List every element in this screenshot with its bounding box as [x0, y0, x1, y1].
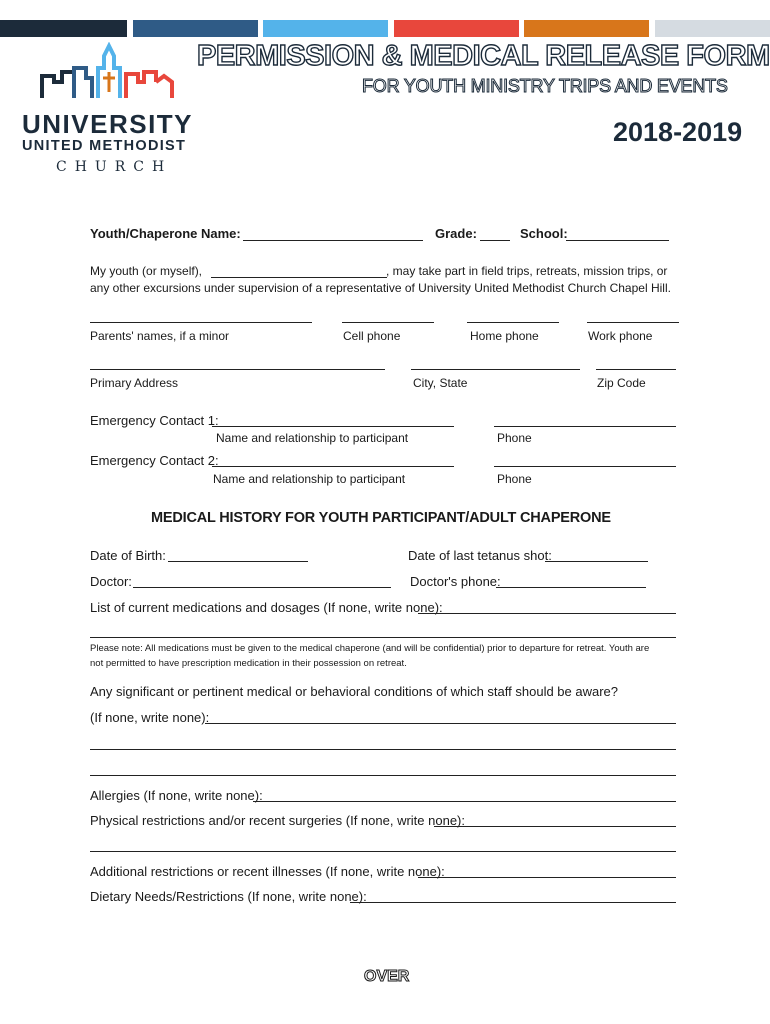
- grade-field[interactable]: [480, 240, 510, 241]
- dietary-field[interactable]: [350, 902, 676, 903]
- ec2-name-caption: Name and relationship to participant: [213, 472, 406, 486]
- additional-restrictions-label: Additional restrictions or recent illnesses (If none, write none):: [90, 864, 445, 879]
- conditions-field-line2[interactable]: [90, 749, 676, 750]
- ec2-phone-caption: Phone: [497, 472, 532, 486]
- color-bar-6: [655, 20, 770, 37]
- allergies-label: Allergies (If none, write none):: [90, 788, 263, 803]
- emergency-contact-1-label: Emergency Contact 1:: [90, 413, 219, 428]
- color-bar-5: [524, 20, 649, 37]
- church-skyline-logo-icon: [40, 42, 200, 104]
- ec1-phone-caption: Phone: [497, 431, 532, 445]
- conditions-field[interactable]: [205, 723, 676, 724]
- city-caption: City, State: [413, 376, 468, 390]
- permission-text-a: My youth (or myself),: [90, 264, 203, 278]
- permission-text-line2: any other excursions under supervision of a representative of University United Methodist Church Chapel Hill.: [90, 281, 671, 295]
- doctor-label: Doctor:: [90, 574, 132, 589]
- medication-note-line1: Please note: All medications must be given to the medical chaperone (and will be confidential) prior to departure for retreat. Youth are: [90, 643, 650, 654]
- logo-university: UNIVERSITY: [22, 109, 194, 139]
- medical-history-heading: MEDICAL HISTORY FOR YOUTH PARTICIPANT/ADULT CHAPERONE: [151, 510, 611, 526]
- emergency-contact-1-name-field[interactable]: [212, 426, 454, 427]
- conditions-if-none-label: (If none, write none):: [90, 710, 210, 725]
- physical-restrictions-field[interactable]: [434, 826, 676, 827]
- over-label: OVER: [364, 968, 410, 985]
- emergency-contact-2-phone-field[interactable]: [494, 466, 676, 467]
- emergency-contact-1-phone-field[interactable]: [494, 426, 676, 427]
- color-bar-4: [394, 20, 519, 37]
- name-label: Youth/Chaperone Name:: [90, 226, 241, 241]
- home-caption: Home phone: [470, 329, 539, 343]
- doctor-phone-field[interactable]: [496, 587, 646, 588]
- youth-name-field[interactable]: [211, 277, 387, 278]
- form-title: PERMISSION & MEDICAL RELEASE FORM: [197, 40, 770, 72]
- school-label: School:: [520, 226, 568, 241]
- zip-caption: Zip Code: [597, 376, 646, 390]
- home-field[interactable]: [467, 322, 559, 323]
- physical-restrictions-field-line2[interactable]: [90, 851, 676, 852]
- medications-field-line2[interactable]: [90, 637, 676, 638]
- color-bar-2: [133, 20, 258, 37]
- medications-field[interactable]: [418, 613, 676, 614]
- cell-caption: Cell phone: [343, 329, 401, 343]
- address-caption: Primary Address: [90, 376, 179, 390]
- physical-restrictions-label: Physical restrictions and/or recent surgeries (If none, write none):: [90, 813, 466, 828]
- parents-field[interactable]: [90, 322, 312, 323]
- zip-field[interactable]: [596, 369, 676, 370]
- name-field[interactable]: [243, 240, 423, 241]
- form-subtitle: FOR YOUTH MINISTRY TRIPS AND EVENTS: [362, 76, 728, 96]
- additional-restrictions-field[interactable]: [418, 877, 676, 878]
- city-field[interactable]: [411, 369, 580, 370]
- cell-field[interactable]: [342, 322, 434, 323]
- medications-label: List of current medications and dosages (If none, write none):: [90, 600, 443, 615]
- work-field[interactable]: [587, 322, 679, 323]
- doctor-phone-label: Doctor's phone:: [410, 574, 501, 589]
- doctor-field[interactable]: [133, 587, 391, 588]
- permission-text-b: , may take part in field trips, retreats, mission trips, or: [386, 264, 668, 278]
- logo-united-methodist: UNITED METHODIST: [22, 138, 187, 154]
- school-field[interactable]: [566, 240, 669, 241]
- form-year: 2018-2019: [613, 117, 743, 147]
- tetanus-label: Date of last tetanus shot:: [408, 548, 552, 563]
- conditions-field-line3[interactable]: [90, 775, 676, 776]
- parents-caption: Parents' names, if a minor: [90, 329, 230, 343]
- dietary-label: Dietary Needs/Restrictions (If none, write none):: [90, 889, 367, 904]
- tetanus-field[interactable]: [545, 561, 648, 562]
- conditions-question: Any significant or pertinent medical or behavioral conditions of which staff should be aware?: [90, 684, 619, 699]
- address-field[interactable]: [90, 369, 385, 370]
- allergies-field[interactable]: [253, 801, 676, 802]
- emergency-contact-2-name-field[interactable]: [212, 466, 454, 467]
- logo-church: CHURCH: [56, 159, 173, 175]
- work-caption: Work phone: [588, 329, 653, 343]
- dob-field[interactable]: [168, 561, 308, 562]
- color-bar-1: [0, 20, 127, 37]
- emergency-contact-2-label: Emergency Contact 2:: [90, 453, 219, 468]
- grade-label: Grade:: [435, 226, 477, 241]
- ec1-name-caption: Name and relationship to participant: [216, 431, 409, 445]
- color-bar-3: [263, 20, 388, 37]
- dob-label: Date of Birth:: [90, 548, 166, 563]
- medication-note-line2: not permitted to have prescription medication in their possession on retreat.: [90, 658, 407, 669]
